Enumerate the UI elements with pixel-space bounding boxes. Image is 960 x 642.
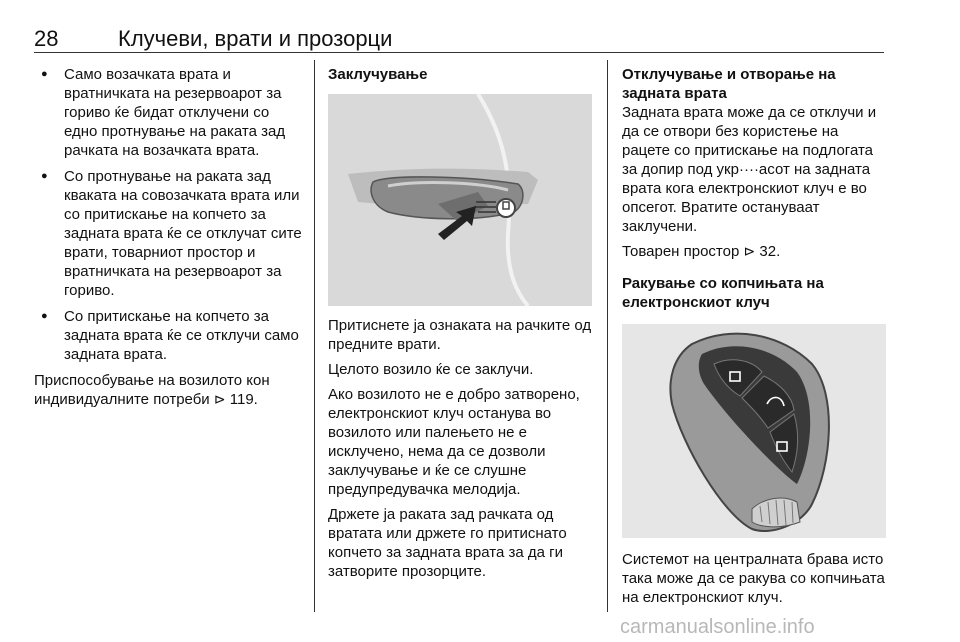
column-left [34,65,306,409]
key-fob-image [622,324,886,538]
key-fob-illustration [622,324,886,538]
door-handle-illustration [328,94,592,306]
personalization-paragraph [34,371,306,409]
paragraph-text: Приспособување на возилото кон индивидуалните потреби [34,372,270,408]
watermark: carmanualsonline.info [620,616,815,638]
paragraph-text: Товарен простор [622,243,740,260]
paragraph: Притиснете ја ознаката на рачките од предните врати. [328,317,592,353]
section-heading-tailgate: Отклучување и отворање на задната врата [622,66,836,102]
column-right [622,65,888,613]
cargo-reference-paragraph [622,242,888,261]
page-reference[interactable]: 32. [759,243,781,260]
reference-arrow-icon: ⊳ [743,243,756,259]
column-divider [314,60,315,612]
bullet-item: ● Само возачката врата и вратничката на резервоарот за гориво ќе бидат отклучени со едно протнување на раката зад рачката на возачката врата. [34,65,306,160]
paragraph: Целото возило ќе се заклучи. [328,361,534,378]
page-header [34,26,884,54]
column-divider [607,60,608,612]
reference-arrow-icon: ⊳ [213,391,226,407]
column-middle [328,65,594,587]
page-reference[interactable]: 119. [229,391,258,408]
paragraph: Ако возилото не е добро затворено, електронскиот клуч останува во возилото или палењето не е исклучено, нема да се дозволи заклучување и ќе се слушне предупредувачка мелодија. [328,386,580,498]
page-title: Клучеви, врати и прозорци [118,26,393,51]
section-heading-locking: Заклучување [328,66,428,83]
header-rule [34,52,884,53]
paragraph: Системот на централната брава исто така може да се ракува со копчињата на електронскиот клуч. [622,551,885,606]
section-heading-key-buttons: Ракување со копчињата на електронскиот клуч [622,275,824,311]
bullet-list [34,65,306,364]
paragraph: Држете ја раката зад рачката од вратата или држете го притиснато копчето за задната врата за да ги затворите прозорците. [328,506,567,580]
door-handle-image [328,94,592,306]
page-number: 28 [34,26,59,51]
bullet-item: ● Со притискање на копчето за задната врата ќе се отклучи само задната врата. [34,307,306,364]
paragraph: Задната врата може да се отклучи и да се отвори без користење на рацете со притискање на подлогата за допир под укр····асот на задната врата кога електронскиот клуч е во опсегот. Вратите остануваат заклучени. [622,104,877,235]
bullet-item: ● Со протнување на раката зад кваката на совозачката врата или со притискање на копчето за задната врата ќе се отклучат сите врати, товарниот простор и вратничката на резервоарот за гориво. [34,167,306,300]
